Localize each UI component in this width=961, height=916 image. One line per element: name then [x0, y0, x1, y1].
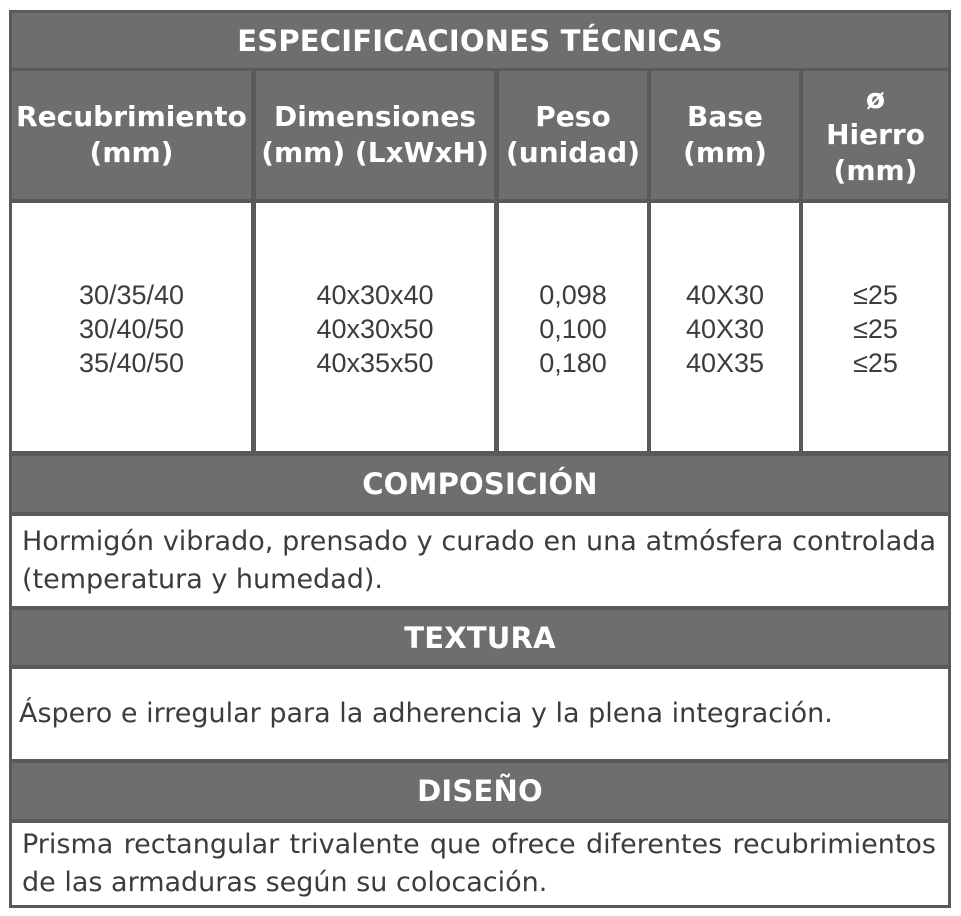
table-value: 30/35/40 [78, 280, 185, 310]
column-header-unit: (mm) [683, 136, 767, 169]
specifications-table [9, 10, 951, 908]
table-value: 0,180 [539, 348, 607, 378]
textura-text-box [12, 669, 948, 759]
column-header-line: Base [687, 100, 763, 133]
column-header-dimensiones [256, 71, 494, 199]
column-header-unit: (mm) [89, 136, 174, 169]
table-value: 30/40/50 [78, 314, 185, 344]
diseno-header: DISEÑO [12, 763, 948, 819]
column-header-recubrimiento [12, 71, 251, 199]
table-value: 40X35 [685, 348, 765, 378]
textura-header: TEXTURA [12, 610, 948, 665]
composicion-text-box [12, 516, 948, 606]
column-header-hierro [803, 71, 948, 199]
table-value: 40x35x50 [316, 348, 434, 378]
table-value: 40X30 [685, 314, 765, 344]
table-value: 40x30x50 [316, 314, 434, 344]
table-value: 40X30 [685, 280, 765, 310]
table-value: ≤25 [853, 314, 898, 344]
composicion-text: Hormigón vibrado, prensado y curado en una atmósfera controlada (temperatura y humedad). [22, 526, 936, 595]
table-value: 40x30x40 [316, 280, 434, 310]
table-value: 35/40/50 [78, 348, 185, 378]
column-header-line: Peso [535, 100, 611, 133]
column-header-peso [499, 71, 647, 199]
diseno-text: Prisma rectangular trivalente que ofrece diferentes recubrimientos de las armaduras según su colocación. [22, 829, 936, 898]
column-header-unit: (unidad) [505, 136, 641, 169]
table-value: ≤25 [853, 348, 898, 378]
textura-text: Áspero e irregular para la adherencia y la plena integración. [19, 698, 833, 729]
diseno-text-box [12, 823, 948, 905]
table-value: 0,100 [539, 314, 607, 344]
specifications-title: ESPECIFICACIONES TÉCNICAS [12, 13, 948, 68]
data-cell-peso [499, 203, 647, 451]
column-header-line: Hierro [826, 118, 925, 151]
diameter-symbol: ø [865, 82, 886, 115]
column-header-line: Dimensiones [273, 100, 476, 133]
data-cell-dimensiones [256, 203, 494, 451]
composicion-header: COMPOSICIÓN [12, 456, 948, 512]
column-header-unit: (mm) [833, 154, 918, 187]
column-header-unit: (mm) (LxWxH) [261, 136, 489, 169]
data-cell-base [651, 203, 799, 451]
data-cell-recubrimiento [12, 203, 251, 451]
column-header-line: Recubrimiento [16, 100, 247, 133]
data-cell-hierro [803, 203, 948, 451]
column-header-base [651, 71, 799, 199]
table-value: ≤25 [853, 280, 898, 310]
table-value: 0,098 [539, 280, 607, 310]
